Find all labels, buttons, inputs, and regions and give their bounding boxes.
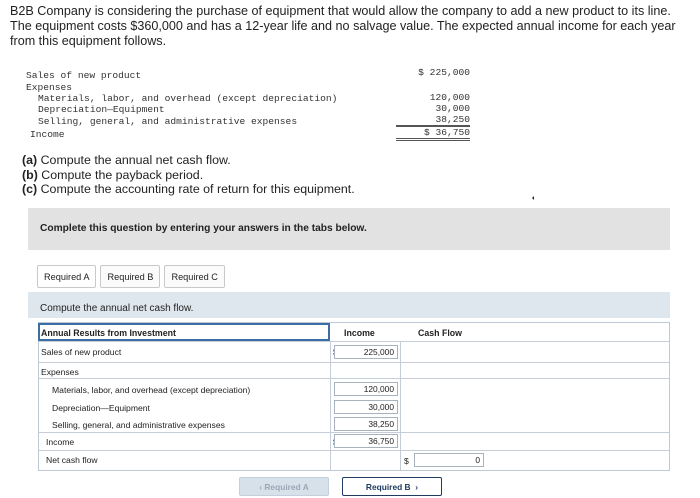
grid-row-net-cash-input[interactable]: 0 xyxy=(414,453,484,467)
grid-row-materials-label: Materials, labor, and overhead (except depreciation) xyxy=(52,385,251,395)
grid-header-income: Income xyxy=(344,328,375,338)
grid-row-expenses-label: Expenses xyxy=(41,367,79,377)
grid-row-selling-input[interactable]: 38,250 xyxy=(334,417,398,431)
grid-row-income-input[interactable]: 36,750 xyxy=(334,434,398,448)
grid-row-line xyxy=(38,341,670,342)
grid-row-sales-label: Sales of new product xyxy=(41,347,122,357)
chevron-right-icon: › xyxy=(410,481,419,492)
question-a: (a) Compute the annual net cash flow. xyxy=(22,153,231,167)
grid-row-depreciation-input[interactable]: 30,000 xyxy=(334,400,398,414)
mouse-cursor-icon xyxy=(526,194,536,204)
statement-expenses-label: Expenses xyxy=(26,82,73,93)
grid-row-line xyxy=(38,362,670,363)
statement-sales-value: $ 225,000 xyxy=(418,67,470,78)
question-b: (b) Compute the payback period. xyxy=(22,167,204,182)
problem-intro: B2B Company is considering the purchase of equipment that would allow the company to add a new product to its line. The equipment costs $360,000 and has a 12-year life and no salvage value. The expected annual income for each year from this equipment follows. xyxy=(10,4,676,48)
grid-row-line xyxy=(38,450,670,451)
statement-materials-value: 120,000 xyxy=(429,92,470,103)
prev-required-button[interactable]: ‹ Required A xyxy=(239,477,329,496)
grid-divider xyxy=(330,341,331,471)
instruction-text: Complete this question by entering your answers in the tabs below. xyxy=(40,223,367,234)
statement-materials-label: Materials, labor, and overhead (except depreciation) xyxy=(38,93,338,104)
statement-income-value: $ 36,750 xyxy=(396,126,470,141)
grid-row-line xyxy=(38,378,670,379)
required-tabs xyxy=(37,265,225,288)
question-list xyxy=(22,153,355,197)
next-required-button[interactable]: Required B › xyxy=(342,477,442,496)
statement-selling-label: Selling, general, and administrative expenses xyxy=(38,116,298,127)
grid-row-selling-label: Selling, general, and administrative expenses xyxy=(52,420,225,430)
tab-required-b[interactable]: Required B xyxy=(100,265,160,288)
statement-depreciation-label: Depreciation—Equipment xyxy=(38,104,165,115)
grid-row-net-cash-dollar: $ xyxy=(404,456,409,466)
grid-row-line xyxy=(38,432,670,433)
statement-depreciation-value: 30,000 xyxy=(435,103,470,114)
statement-selling-value: 38,250 xyxy=(396,114,470,126)
grid-header-results: Annual Results from Investment xyxy=(41,328,176,338)
grid-row-materials-input[interactable]: 120,000 xyxy=(334,382,398,396)
panel-title: Compute the annual net cash flow. xyxy=(40,303,194,314)
grid-divider xyxy=(400,341,401,471)
question-c: (c) Compute the accounting rate of return for this equipment. xyxy=(22,182,355,197)
chevron-left-icon: ‹ xyxy=(259,481,265,492)
grid-row-net-cash-label: Net cash flow xyxy=(46,455,98,465)
tab-required-c[interactable]: Required C xyxy=(164,265,224,288)
statement-income-label: Income xyxy=(30,129,65,140)
grid-row-depreciation-label: Depreciation—Equipment xyxy=(52,403,150,413)
grid-row-sales-input[interactable]: 225,000 xyxy=(334,345,398,359)
statement-sales-label: Sales of new product xyxy=(26,70,142,81)
grid-header-cash-flow: Cash Flow xyxy=(418,328,462,338)
tab-required-a[interactable]: Required A xyxy=(37,265,96,288)
grid-row-income-label: Income xyxy=(46,437,75,447)
